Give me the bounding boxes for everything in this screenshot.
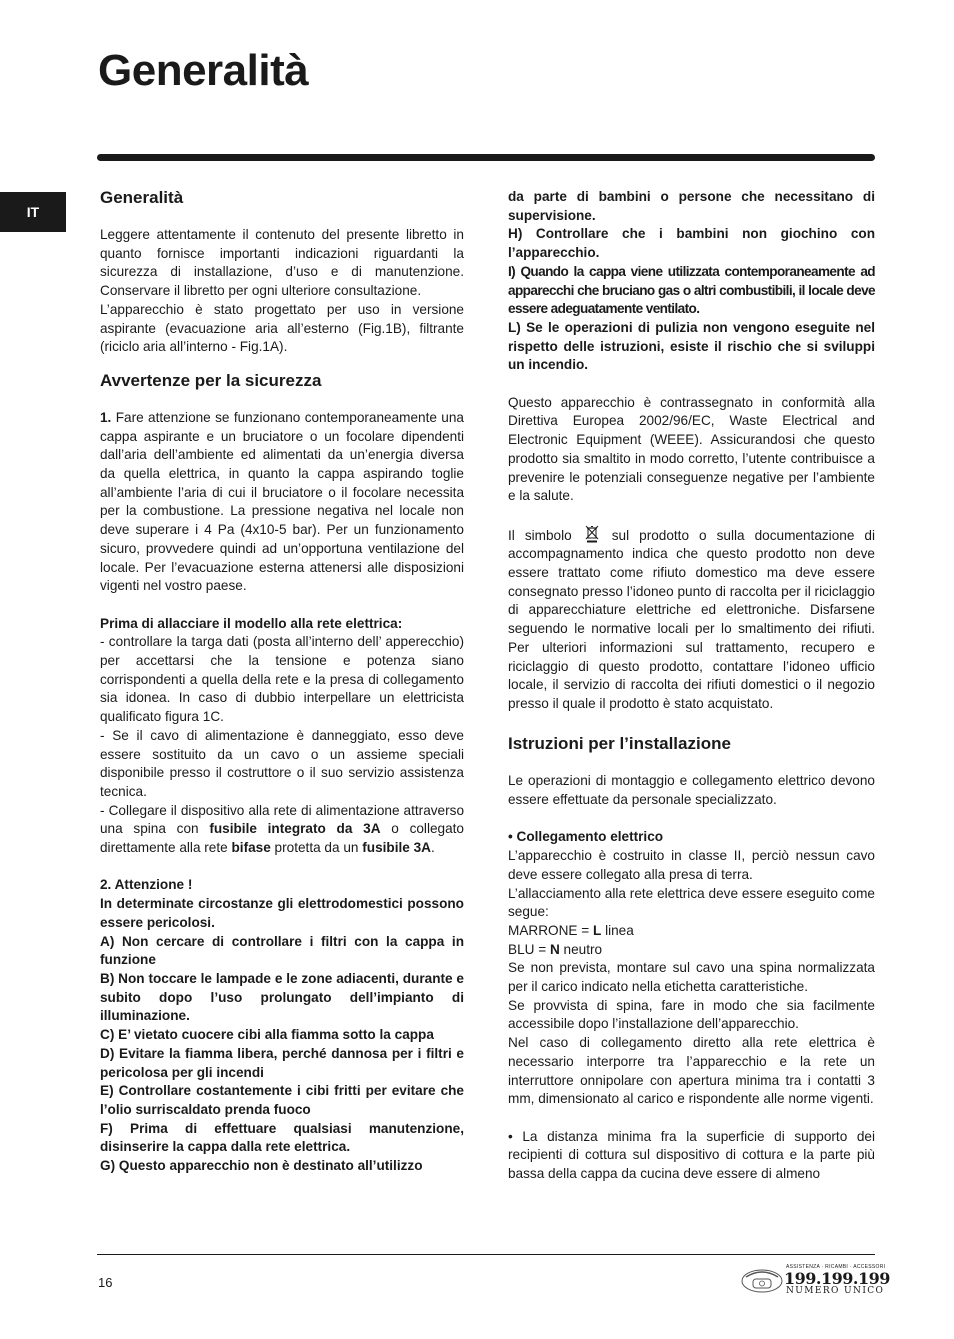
logo-phone-number: 199.199.199 [784, 1269, 890, 1288]
electrical-paragraph: Se provvista di spina, fare in modo che sia facilmente accessibile dopo l’installazione dell’apparecchio. [508, 997, 875, 1032]
connection-item: - Se il cavo di alimentazione è danneggiato, esso deve essere sostituito da un cavo o un assieme speciali disponibile presso il costruttore o il suo servizio assistenza tecnica. [100, 727, 464, 799]
electrical-paragraph: L’allacciamento alla rete elettrica deve essere eseguito come segue: [508, 885, 875, 920]
installation-paragraph: Le operazioni di montaggio e collegamento elettrico devono essere effettuate da personale specializzato. [508, 773, 875, 808]
connection-item: - controllare la targa dati (posta all’interno dell’ apperecchio) per accettarsi che la tensione e potenza siano corrispondenti a quella della rete e la presa di collegamento sia idonea. In caso di dubbio interpellare un elettricista qualificato figura 1C. [100, 634, 464, 725]
attention-intro: In determinate circostanze gli elettrodomestici possono essere pericolosi. [100, 896, 464, 930]
attention-item: D) Evitare la fiamma libera, perché dannosa per i filtri e pericolosa per gli incendi [100, 1045, 464, 1080]
header-divider [97, 154, 875, 161]
logo-tagline: ASSISTENZA · RICAMBI · ACCESSORI [786, 1264, 886, 1270]
footer-divider [97, 1254, 875, 1255]
distance-paragraph: • La distanza minima fra la superficie di supporto dei recipienti di cottura sul dispositivo di cottura e la parte più bassa della cappa da cucina deve essere di almeno [508, 1128, 875, 1182]
attention-item: L) Se le operazioni di pulizia non vengono eseguite nel rispetto delle istruzioni, esiste il rischio che si sviluppi un incendio. [508, 319, 875, 373]
page-number: 16 [98, 1275, 113, 1290]
attention-item: A) Non cercare di controllare i filtri con la cappa in funzione [100, 933, 464, 968]
telephone-icon [740, 1263, 784, 1297]
attention-item: I) Quando la cappa viene utilizzata contemporaneamente ad apparecchi che bruciano gas o altri combustibili, il locale deve essere adeguatamente ventilato. [508, 263, 875, 317]
general-paragraph: L’apparecchio è stato progettato per uso in versione aspirante (evacuazione aria all’esterno (Fig.1B), filtrante (riciclo aria all’interno - Fig.1A). [100, 301, 464, 355]
right-column [508, 188, 875, 1184]
section-heading-general: Generalità [100, 188, 184, 207]
attention-item: F) Prima di effettuare qualsiasi manutenzione, disinserire la cappa dalla rete elettrica. [100, 1120, 464, 1155]
attention-item: B) Non toccare le lampade e le zone adiacenti, durante e subito dopo l’uso prolungato dell’impianto di illuminazione. [100, 970, 464, 1024]
section-heading-safety: Avvertenze per la sicurezza [100, 370, 322, 390]
electrical-paragraph: Se non prevista, montare sul cavo una spina normalizzata per il carico indicato nella etichetta caratteristiche. [508, 960, 875, 995]
connection-item: - Collegare il dispositivo alla rete di alimentazione attraverso una spina con fusibile integrato da 3A o collegato direttamente alla rete bifase protetta da un fusibile 3A. [100, 802, 464, 856]
weee-paragraph: Questo apparecchio è contrassegnato in conformità alla Direttiva Europea 2002/96/EC, Waste Electrical and Electronic Equipment (WEEE). Assicurandosi che questo prodotto sia smaltito in modo corretto, l’utente contribuisce a prevenire le potenziali conseguenze negative per l’ambiente e la salute. [508, 394, 875, 504]
attention-item: C) E’ vietato cuocere cibi alla fiamma sotto la cappa [100, 1027, 434, 1043]
connection-heading: Prima di allacciare il modello alla rete elettrica: [100, 615, 403, 631]
attention-item: E) Controllare costantemente i cibi fritti per evitare che l’olio surriscaldato prenda fuoco [100, 1083, 464, 1117]
weee-symbol-paragraph: Il simbolo sul prodotto o sulla documentazione di accompagnamento indica che questo prodotto non deve essere trattato come rifiuto domestico ma deve essere consegnato presso l’idoneo punto di raccolta per il riciclaggio di apparecchiature elettriche ed elettroniche. Disfarsene seguendo le normative locali per lo smaltimento dei rifiuti. Per ulteriori informazioni sul trattamento, recupero e riciclaggio di questo prodotto, contattare l’idoneo ufficio locale, il servizio di raccolta dei rifiuti domestici o il negozio presso il quale il prodotto è stato acquistato. [508, 525, 875, 714]
page-title: Generalità [98, 46, 309, 95]
left-column [100, 186, 464, 1176]
attention-item: da parte di bambini o persone che necessitano di supervisione. [508, 189, 875, 223]
warning-1: 1. Fare attenzione se funzionano contemporaneamente una cappa aspirante e un bruciatore o un focolare dipendenti dall’aria dell’ambiente ed alimentati da un’energia diversa da quella elettrica, in quanto la cappa aspirando toglie all’ambiente l’aria di cui il bruciatore o il focolare necessita per la combustione. La pressione negativa nel locale non deve superare i 4 Pa (4x10-5 bar). Per un funzionamento sicuro, provvedere quindi ad un’opportuna ventilazione del locale. Per l’evacuazione esterna attenersi alle disposizioni vigenti nel vostro paese. [100, 409, 464, 594]
wire-blue: BLU = N neutro [508, 941, 603, 957]
attention-item: H) Controllare che i bambini non giochino con l’apparecchio. [508, 226, 875, 261]
service-logo [740, 1262, 890, 1298]
general-paragraph: Leggere attentamente il contenuto del presente libretto in quanto fornisce importanti indicazioni riguardanti la sicurezza di installazione, d’uso e di manutenzione. Conservare il libretto per ogni ulteriore consultazione. [100, 227, 464, 299]
crossed-bin-icon [584, 525, 600, 543]
section-heading-installation: Istruzioni per l’installazione [508, 734, 731, 754]
electrical-paragraph: L’apparecchio è costruito in classe II, perciò nessun cavo deve essere collegato alla presa di terra. [508, 848, 875, 882]
logo-subtitle: NUMERO UNICO [786, 1286, 885, 1296]
electrical-paragraph: Nel caso di collegamento diretto alla rete elettrica è necessario interporre tra l’apparecchio e la rete un interruttore onnipolare con apertura minima tra i contatti 3 mm, dimensionato al carico e rispondente alle norme vigenti. [508, 1035, 875, 1107]
language-tab: IT [0, 192, 66, 232]
attention-heading: 2. Attenzione ! [100, 877, 193, 893]
wire-brown: MARRONE = L linea [508, 922, 634, 938]
electrical-connection-heading: • Collegamento elettrico [508, 829, 664, 845]
attention-item: G) Questo apparecchio non è destinato all’utilizzo [100, 1158, 423, 1174]
